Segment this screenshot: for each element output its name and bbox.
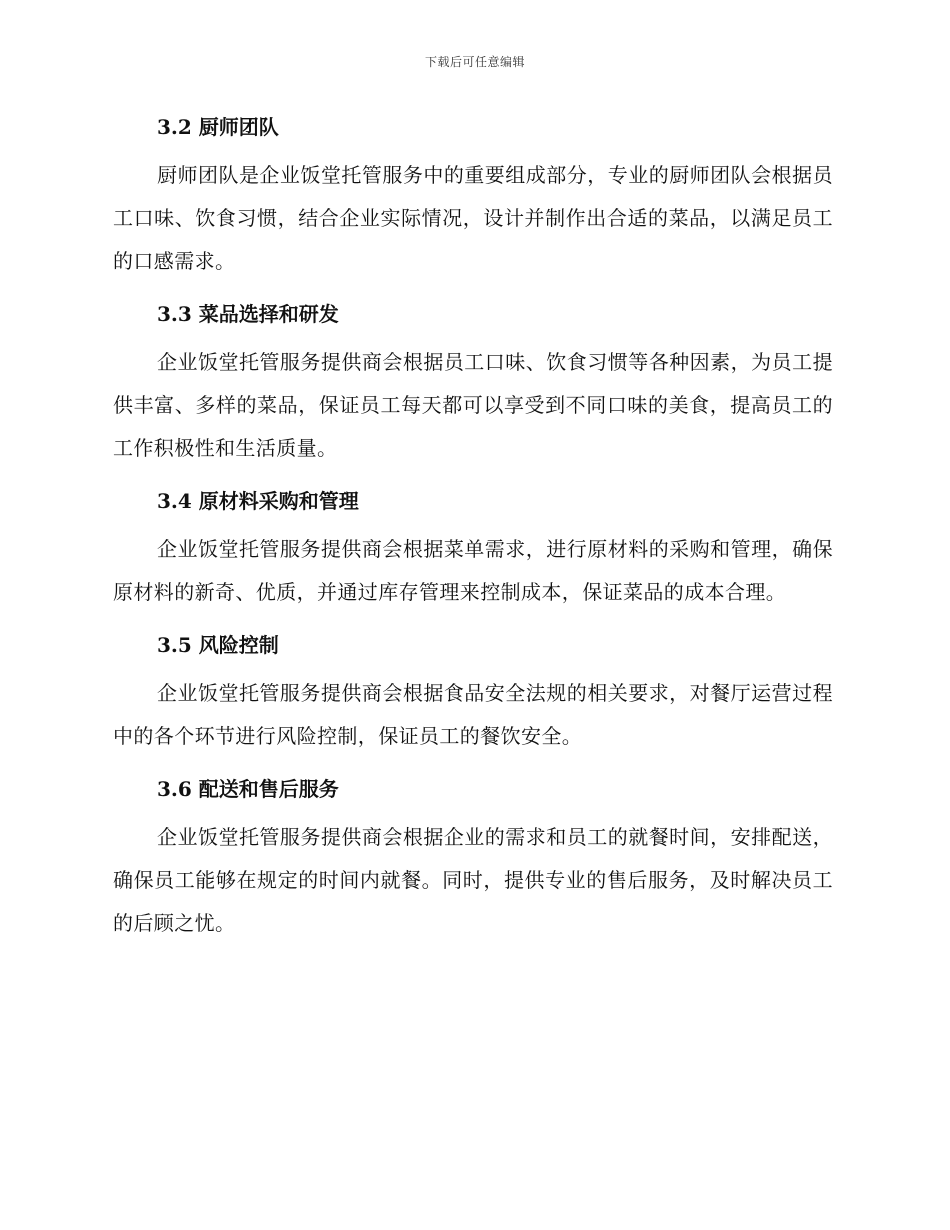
section-paragraph: 企业饭堂托管服务提供商会根据食品安全法规的相关要求，对餐厅运营过程中的各个环节进行风险控制，保证员工的餐饮安全。 xyxy=(113,681,833,748)
section-raw-materials xyxy=(113,486,833,614)
page-header: 下载后可任意编辑 xyxy=(424,55,525,69)
section-heading: 3.3 菜品选择和研发 xyxy=(157,302,339,326)
section-heading: 3.2 厨师团队 xyxy=(157,115,279,139)
section-heading: 3.6 配送和售后服务 xyxy=(157,777,339,801)
section-heading: 3.4 原材料采购和管理 xyxy=(157,489,359,513)
section-risk-control xyxy=(113,630,833,758)
section-paragraph: 企业饭堂托管服务提供商会根据菜单需求，进行原材料的采购和管理，确保原材料的新奇、优质，并通过库存管理来控制成本，保证菜品的成本合理。 xyxy=(113,537,833,604)
section-paragraph: 厨师团队是企业饭堂托管服务中的重要组成部分，专业的厨师团队会根据员工口味、饮食习惯，结合企业实际情况，设计并制作出合适的菜品，以满足员工的口感需求。 xyxy=(113,163,833,273)
section-delivery-service xyxy=(113,774,833,945)
section-paragraph: 企业饭堂托管服务提供商会根据企业的需求和员工的就餐时间，安排配送，确保员工能够在规定的时间内就餐。同时，提供专业的售后服务，及时解决员工的后顾之忧。 xyxy=(113,825,833,935)
section-heading: 3.5 风险控制 xyxy=(157,633,279,657)
section-paragraph: 企业饭堂托管服务提供商会根据员工口味、饮食习惯等各种因素，为员工提供丰富、多样的菜品，保证员工每天都可以享受到不同口味的美食，提高员工的工作积极性和生活质量。 xyxy=(113,350,833,460)
section-menu-selection xyxy=(113,299,833,470)
document-body xyxy=(113,112,833,961)
section-chef-team xyxy=(113,112,833,283)
